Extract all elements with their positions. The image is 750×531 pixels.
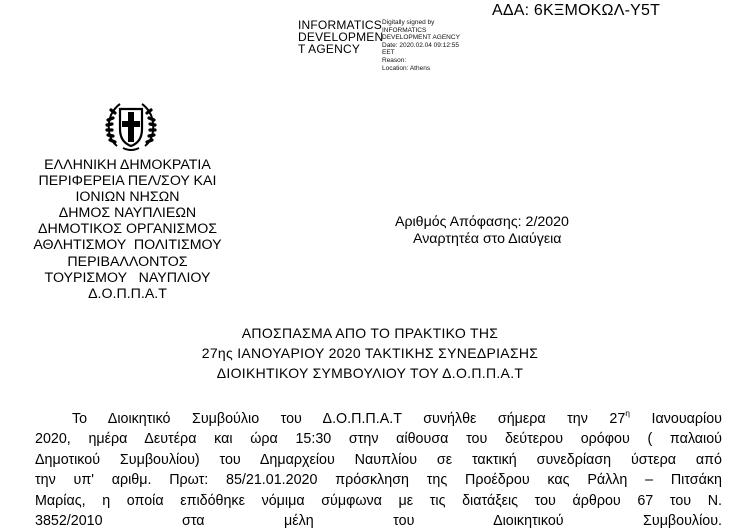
greek-coat-of-arms-icon <box>103 99 159 155</box>
body-line <box>35 403 722 429</box>
ada-code: ΑΔΑ: 6ΚΞΜΟΚΩΛ-Υ5Τ <box>492 2 661 19</box>
authority-line: Δ.Ο.Π.Π.Α.Τ <box>88 285 167 302</box>
signature-detail-line: Date: 2020.02.04 09:12:55 <box>382 41 459 49</box>
signature-detail-line: INFORMATICS <box>382 26 427 34</box>
signature-detail-line: DEVELOPMENT AGENCY <box>382 34 460 42</box>
title-line: 27ης ΙΑΝΟΥΑΡΙΟΥ 2020 ΤΑΚΤΙΚΗΣ ΣΥΝΕΔΡΙΑΣΗΣ <box>201 345 539 361</box>
body-paragraph <box>35 403 722 531</box>
decision-number: Αριθμός Απόφασης: 2/2020 <box>395 214 569 230</box>
authority-line: ΔΗΜΟΤΙΚΟΣ ΟΡΓΑΝΙΣΜΟΣ <box>37 221 217 238</box>
title-line: ΑΠΟΣΠΑΣΜΑ ΑΠΟ ΤΟ ΠΡΑΚΤΙΚΟ ΤΗΣ <box>241 325 499 341</box>
decision-info <box>395 214 569 247</box>
authority-line: ΑΘΛΗΤΙΣΜΟΥ ΠΟΛΙΤΙΣΜΟΥ <box>33 237 222 254</box>
signature-detail-line: EET <box>382 49 395 57</box>
body-line: 2020, ημέρα Δευτέρα και ώρα 15:30 στην αίθουσα του δεύτερου ορόφου ( παλαιού <box>35 431 722 448</box>
authority-line: ΕΛΛΗΝΙΚΗ ΔΗΜΟΚΡΑΤΙΑ <box>44 157 211 173</box>
body-line: 3852/2010 στα μέλη του Διοικητικού Συμβουλίου. <box>35 513 722 530</box>
authority-line: ΠΕΡΙΒΑΛΛΟΝΤΟΣ <box>67 253 188 270</box>
signature-detail-line: Reason: <box>382 56 407 64</box>
body-line: Δημοτικού Συμβουλίου) του Δημαρχείου Ναυπλίου σε τακτική συνεδρίαση ύστερα από <box>35 451 722 468</box>
body-text-segment: Ιανουαρίου <box>630 411 722 427</box>
signature-detail-line: Digitally signed by <box>382 19 435 26</box>
body-text-segment: Το Διοικητικό Συμβούλιο του Δ.Ο.Π.Π.Α.Τ συνήλθε σήμερα την 27 <box>72 411 626 427</box>
body-line: την υπ' αριθμ. Πρωτ: 85/21.01.2020 πρόσκληση της Προέδρου κας Ράλλη – Πιτσάκη <box>35 472 722 489</box>
authority-line: ΔΗΜΟΣ ΝΑΥΠΛΙΕΩΝ <box>58 205 197 222</box>
issuing-authority <box>10 157 245 302</box>
signature-details <box>382 19 482 72</box>
authority-line: ΠΕΡΙΦΕΡΕΙΑ ΠΕΛ/ΣΟΥ ΚΑΙ <box>38 173 217 190</box>
signature-organization: INFORMATICS DEVELOPMEN T AGENCY <box>298 18 384 56</box>
publication-note: Αναρτητέα στο Διαύγεια <box>413 230 562 247</box>
authority-line: ΤΟΥΡΙΣΜΟΥ ΝΑΥΠΛΙΟΥ <box>44 269 211 286</box>
body-line: Μαρίας, η οποία επιδόθηκε νόμιμα σύμφωνα με τις διατάξεις του άρθρου 67 του Ν. <box>35 492 722 509</box>
title-line: ΔΙΟΙΚΗΤΙΚΟΥ ΣΥΜΒΟΥΛΙΟΥ ΤΟΥ Δ.Ο.Π.Π.Α.Τ <box>216 365 524 381</box>
signature-detail-line: Location: Athens <box>382 64 431 72</box>
ordinal-superscript: η <box>625 408 631 418</box>
authority-line: ΙΟΝΙΩΝ ΝΗΣΩΝ <box>75 189 180 206</box>
document-title <box>0 323 740 383</box>
